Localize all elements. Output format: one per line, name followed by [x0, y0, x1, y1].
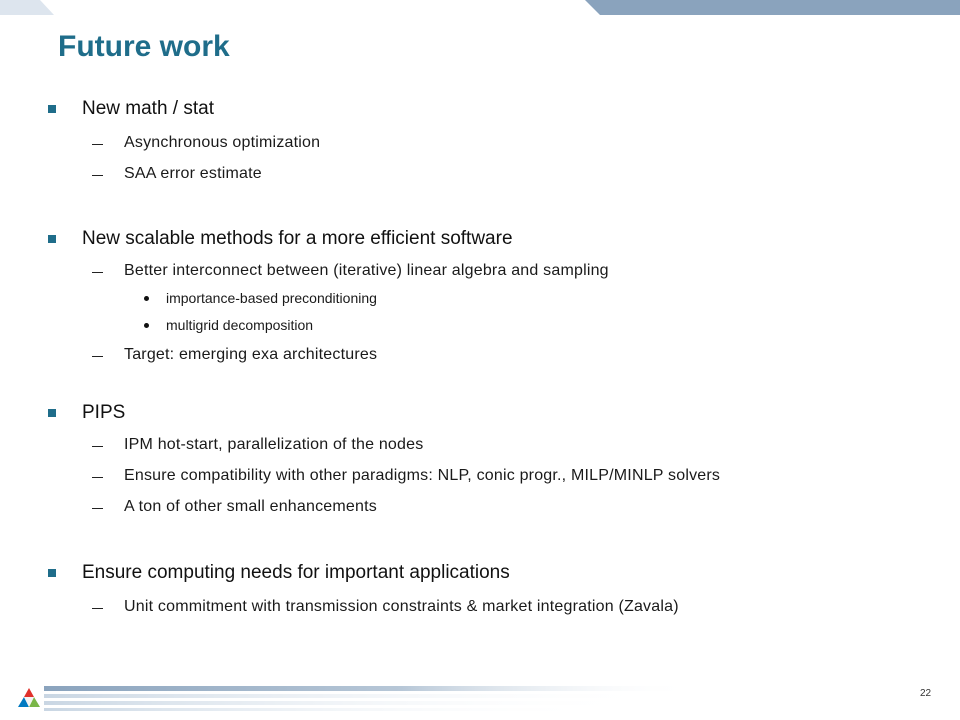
bullet-l2: [124, 262, 609, 280]
bullet-text: PIPS: [82, 402, 126, 423]
bullet-l2: [124, 165, 262, 183]
bullet-l3: [166, 290, 377, 306]
square-bullet-icon: [48, 569, 56, 577]
bullet-l2: [124, 436, 423, 454]
dash-bullet-icon: [92, 356, 103, 357]
logo-triangle-icon: [18, 688, 40, 707]
footer-stripe: [44, 686, 694, 691]
bullet-text: importance-based preconditioning: [166, 290, 377, 306]
bullet-text: New math / stat: [82, 98, 214, 119]
dash-bullet-icon: [92, 477, 103, 478]
footer-stripe: [44, 701, 644, 705]
bullet-text: IPM hot-start, parallelization of the nodes: [124, 436, 424, 453]
square-bullet-icon: [48, 409, 56, 417]
bullet-text: Ensure computing needs for important applications: [82, 562, 510, 583]
bullet-text: Ensure compatibility with other paradigms: NLP, conic progr., MILP/MINLP solvers: [124, 467, 721, 484]
bullet-l2: [124, 498, 377, 516]
square-bullet-icon: [48, 235, 56, 243]
bullet-text: multigrid decomposition: [166, 317, 314, 333]
page-number: 22: [920, 688, 932, 699]
footer-stripe: [44, 694, 664, 698]
bullet-l2: [124, 346, 377, 364]
bullet-l2: [124, 467, 720, 485]
bullet-l2: [124, 134, 320, 152]
bullet-text: Unit commitment with transmission constraints & market integration (Zavala): [124, 598, 679, 615]
bullet-l1: [82, 228, 513, 250]
bullet-l3: [166, 317, 313, 333]
dash-bullet-icon: [92, 175, 103, 176]
slide-title: Future work: [58, 30, 230, 63]
footer-bar: [0, 680, 960, 720]
footer-stripe: [44, 708, 604, 711]
bullet-text: SAA error estimate: [124, 165, 262, 182]
bullet-text: New scalable methods for a more efficient software: [82, 228, 513, 249]
bullet-l2: [124, 598, 679, 616]
bullet-text: A ton of other small enhancements: [124, 498, 377, 515]
bullet-text: Target: emerging exa architectures: [124, 346, 378, 363]
bullet-l1: [82, 562, 510, 584]
dash-bullet-icon: [92, 144, 103, 145]
dash-bullet-icon: [92, 446, 103, 447]
bullet-l1: [82, 98, 214, 120]
square-bullet-icon: [48, 105, 56, 113]
bullet-text: Better interconnect between (iterative) linear algebra and sampling: [124, 262, 609, 279]
dash-bullet-icon: [92, 508, 103, 509]
round-bullet-icon: [144, 296, 149, 301]
bullet-l1: [82, 402, 125, 424]
dash-bullet-icon: [92, 608, 103, 609]
round-bullet-icon: [144, 323, 149, 328]
bullet-text: Asynchronous optimization: [124, 134, 321, 151]
dash-bullet-icon: [92, 272, 103, 273]
